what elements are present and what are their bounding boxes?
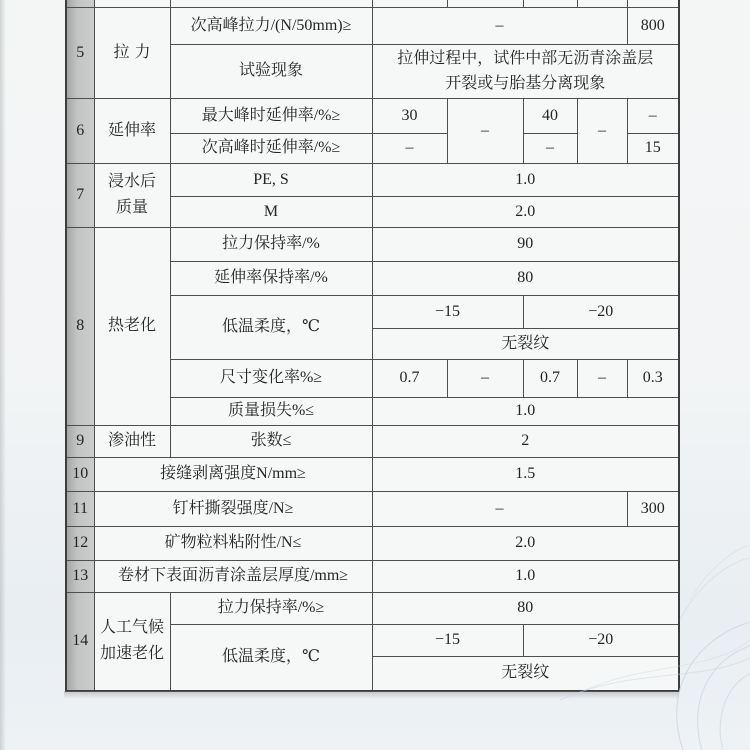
row5-category: 拉力 — [94, 7, 170, 98]
row14-category-line1: 人工气候 — [99, 619, 164, 637]
row14-tension-retention-label: 拉力保持率/%≥ — [170, 592, 372, 624]
row8-category: 热老化 — [94, 227, 170, 425]
row11-value: 300 — [627, 491, 679, 526]
row6-secondary-peak-v1: – — [372, 133, 447, 163]
row8-elongation-retention-value: 80 — [372, 261, 679, 295]
row10-number: 10 — [66, 457, 94, 491]
row8-dimension-v3: 0.7 — [523, 359, 577, 397]
page-scan-edge — [0, 0, 6, 750]
row7-category — [94, 163, 170, 227]
row6-number: 6 — [66, 98, 94, 163]
row13-label: 卷材下表面沥青涂盖层厚度/mm≥ — [94, 560, 372, 592]
partial-cell — [447, 0, 523, 7]
row11-number: 11 — [66, 491, 94, 526]
partial-cell — [523, 0, 577, 7]
row14-category — [94, 592, 170, 691]
row7-pe-s-value: 1.0 — [372, 163, 679, 196]
row5-test-phenomenon-text — [372, 44, 679, 98]
row9-number: 9 — [66, 425, 94, 457]
row8-lowtemp-label: 低温柔度，℃ — [170, 295, 372, 359]
partial-num-cell — [66, 0, 94, 7]
row8-lowtemp-result: 无裂纹 — [372, 328, 679, 359]
partial-cell — [372, 0, 447, 7]
partial-cell — [170, 0, 372, 7]
row5-secondary-peak-value: 800 — [627, 7, 679, 44]
partial-cell — [94, 0, 170, 7]
row8-mass-loss-label: 质量损失%≤ — [170, 397, 372, 425]
table-row — [66, 592, 679, 624]
row5-secondary-peak-dash: – — [372, 7, 627, 44]
row12-number: 12 — [66, 526, 94, 560]
row14-lowtemp-label: 低温柔度，℃ — [170, 624, 372, 691]
row6-max-peak-v3: 40 — [523, 98, 577, 133]
row6-max-peak-v1: 30 — [372, 98, 447, 133]
row7-number: 7 — [66, 163, 94, 227]
row6-secondary-peak-label: 次高峰时延伸率/%≥ — [170, 133, 372, 163]
table-row — [66, 425, 679, 457]
specification-table — [65, 0, 680, 692]
row6-max-peak-label: 最大峰时延伸率/%≥ — [170, 98, 372, 133]
row6-max-peak-v5: – — [627, 98, 679, 133]
row6-secondary-peak-v5: 15 — [627, 133, 679, 163]
row14-lowtemp-result: 无裂纹 — [372, 656, 679, 691]
row12-label: 矿物粒料粘附性/N≤ — [94, 526, 372, 560]
row14-category-line2: 加速老化 — [99, 645, 164, 663]
row9-value: 2 — [372, 425, 679, 457]
row5-test-phenomenon-label: 试验现象 — [170, 44, 372, 98]
row8-tension-retention-value: 90 — [372, 227, 679, 261]
row14-lowtemp-minus15: −15 — [372, 624, 523, 656]
row8-tension-retention-label: 拉力保持率/% — [170, 227, 372, 261]
row7-category-line1: 浸水后 — [107, 173, 156, 190]
row13-number: 13 — [66, 560, 94, 592]
phenomenon-text-line1: 拉伸过程中，试件中部无沥青涂盖层 — [397, 50, 654, 67]
phenomenon-text-line2: 开裂或与胎基分离现象 — [445, 75, 606, 92]
row8-dimension-v2: – — [447, 359, 523, 397]
row11-label: 钉杆撕裂强度/N≥ — [94, 491, 372, 526]
row7-m-value: 2.0 — [372, 196, 679, 227]
row8-lowtemp-minus15: −15 — [372, 295, 523, 328]
row10-label: 接缝剥离强度N/mm≥ — [94, 457, 372, 491]
table-row — [66, 98, 679, 133]
row8-dimension-v4: – — [577, 359, 627, 397]
row6-merged-dash-col2: – — [447, 98, 523, 163]
row9-category: 渗油性 — [94, 425, 170, 457]
row8-lowtemp-minus20: −20 — [523, 295, 679, 328]
table-row — [66, 7, 679, 44]
row6-secondary-peak-v3: – — [523, 133, 577, 163]
table-row — [66, 163, 679, 196]
table-row — [66, 227, 679, 261]
partial-cell — [577, 0, 627, 7]
row5-number: 5 — [66, 7, 94, 98]
table-scan-shadow — [64, 691, 679, 699]
row10-value: 1.5 — [372, 457, 679, 491]
row8-dimension-v5: 0.3 — [627, 359, 679, 397]
table-row — [66, 560, 679, 592]
table-row — [66, 526, 679, 560]
row11-dash: – — [372, 491, 627, 526]
row14-tension-retention-value: 80 — [372, 592, 679, 624]
row8-dimension-change-label: 尺寸变化率%≥ — [170, 359, 372, 397]
row7-pe-s-label: PE, S — [170, 163, 372, 196]
row8-number: 8 — [66, 227, 94, 425]
row14-lowtemp-minus20: −20 — [523, 624, 679, 656]
row6-merged-dash-col4: – — [577, 98, 627, 163]
row7-category-line2: 质量 — [115, 199, 148, 216]
row7-m-label: M — [170, 196, 372, 227]
row13-value: 1.0 — [372, 560, 679, 592]
row8-dimension-v1: 0.7 — [372, 359, 447, 397]
table-row — [66, 457, 679, 491]
row14-number: 14 — [66, 592, 94, 691]
row5-secondary-peak-label: 次高峰拉力/(N/50mm)≥ — [170, 7, 372, 44]
row12-value: 2.0 — [372, 526, 679, 560]
row8-mass-loss-value: 1.0 — [372, 397, 679, 425]
table-row — [66, 491, 679, 526]
row8-elongation-retention-label: 延伸率保持率/% — [170, 261, 372, 295]
row6-category: 延伸率 — [94, 98, 170, 163]
table-row — [66, 0, 679, 7]
partial-cell — [627, 0, 679, 7]
row9-sheets-label: 张数≤ — [170, 425, 372, 457]
